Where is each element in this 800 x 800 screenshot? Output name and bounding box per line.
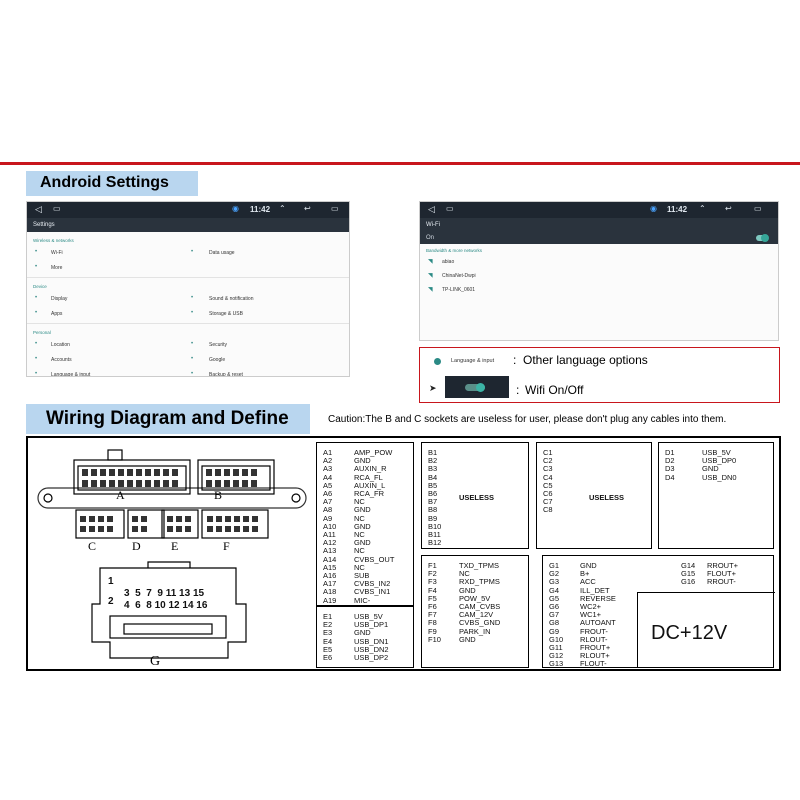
pin-code: B10 <box>428 521 442 531</box>
recent-apps-icon[interactable]: ▭ <box>331 204 339 213</box>
pin-code: C2 <box>543 456 553 466</box>
pin-name: RLOUT+ <box>580 651 610 661</box>
pin-code: D3 <box>665 464 675 474</box>
chevron-up-icon[interactable]: ⌃ <box>279 204 286 213</box>
settings-item[interactable]: Sound & notification <box>209 296 254 302</box>
pin-code: F7 <box>428 610 437 620</box>
status-time: 11:42 <box>667 205 688 214</box>
pin-code: F4 <box>428 585 437 595</box>
pin-code: G10 <box>549 634 564 644</box>
g2-pin-codes <box>681 562 695 587</box>
back-icon[interactable]: ◁ <box>35 204 42 214</box>
e-pin-codes <box>323 613 332 662</box>
pin-name: GND <box>354 456 371 466</box>
pin-name: RROUT+ <box>707 561 739 570</box>
pin-name: AUXIN_L <box>354 480 386 490</box>
pin-code: B5 <box>428 480 438 490</box>
pin-code: F1 <box>428 561 437 570</box>
pin-name: GND <box>702 464 719 474</box>
pointer-arrow-icon: ➤ <box>429 383 437 393</box>
pin-name: USB_5V <box>702 448 731 457</box>
settings-section-header: Personal <box>33 330 51 335</box>
settings-item-icon: • <box>191 371 194 377</box>
settings-section-header: Device <box>33 284 47 289</box>
settings-item[interactable]: Apps <box>51 311 63 317</box>
pin-code: C4 <box>543 472 553 482</box>
pin-name: FROUT+ <box>580 643 611 653</box>
back-arrow-icon[interactable]: ↩ <box>725 204 732 213</box>
red-divider-line <box>0 162 800 165</box>
dc-12v-label: DC+12V <box>651 622 728 644</box>
d-pin-codes <box>665 449 675 482</box>
wifi-signal-icon: ◥ <box>428 273 433 279</box>
pin-code: G13 <box>549 659 564 669</box>
pin-code: C8 <box>543 505 553 515</box>
settings-item-icon: • <box>35 249 38 255</box>
pin-code: G15 <box>681 569 696 579</box>
settings-item-icon: • <box>35 295 38 301</box>
connector-c-label: C <box>88 539 97 553</box>
pin-code: A17 <box>323 579 337 589</box>
settings-callout <box>419 347 780 403</box>
pin-name: WC1+ <box>580 610 602 620</box>
pin-code: A15 <box>323 562 337 572</box>
pin-name: FLOUT+ <box>707 569 736 579</box>
pin-name: NC <box>354 530 365 540</box>
pin-code: E1 <box>323 612 333 621</box>
connector-e-label: E <box>171 539 179 553</box>
pin-name: ILL_DET <box>580 585 610 595</box>
settings-item-icon: • <box>191 341 194 347</box>
settings-item[interactable]: Wi-Fi <box>51 250 63 256</box>
network-list <box>420 255 778 297</box>
pin-name: WC2+ <box>580 602 602 612</box>
settings-row <box>27 306 349 321</box>
pin-code: G5 <box>549 593 560 603</box>
wifi-network-name: ChinaNet-Dwpi <box>442 273 476 279</box>
pin-name: GND <box>580 561 597 570</box>
pin-name: TXD_TPMS <box>459 561 500 570</box>
pin-code: G6 <box>549 602 560 612</box>
pin-code: C1 <box>543 448 553 457</box>
settings-item-icon: • <box>191 295 194 301</box>
pin-code: B1 <box>428 448 438 457</box>
pin-code: A9 <box>323 513 333 523</box>
pin-name: RROUT- <box>707 577 736 587</box>
pin-code: B3 <box>428 464 438 474</box>
wifi-signal-icon: ◥ <box>428 287 433 293</box>
pin-code: B12 <box>428 538 442 548</box>
wifi-screen <box>419 201 779 341</box>
status-bar <box>27 202 349 218</box>
settings-item-icon: • <box>191 356 194 362</box>
pin-code: A12 <box>323 538 337 548</box>
settings-item[interactable]: Location <box>51 342 70 348</box>
pin-code: B11 <box>428 530 441 540</box>
pin-name: FROUT- <box>580 626 608 636</box>
pin-name: CVBS_IN1 <box>354 587 391 597</box>
pin-name: USB_DN2 <box>354 644 389 654</box>
pin-code: B4 <box>428 472 438 482</box>
settings-item[interactable]: Display <box>51 296 68 302</box>
connector-a-pin-table <box>316 442 414 606</box>
pin-code: A5 <box>323 480 333 490</box>
c-pin-codes <box>543 449 553 515</box>
settings-item-icon: • <box>191 249 194 255</box>
dc-box-divider <box>637 592 775 593</box>
e-pin-names <box>354 613 389 662</box>
a-pin-names <box>354 449 394 613</box>
pin-name: CVBS_OUT <box>354 554 395 564</box>
pin-code: A13 <box>323 546 337 556</box>
settings-row <box>27 367 349 377</box>
pin-name: RLOUT- <box>580 634 608 644</box>
pin-name: USB_DP2 <box>354 653 389 663</box>
networks-header: Bandwidth & more networks <box>426 248 483 253</box>
pin-code: B6 <box>428 489 438 499</box>
status-time: 11:42 <box>250 205 271 214</box>
settings-item[interactable]: Accounts <box>51 357 72 363</box>
home-icon[interactable]: ▭ <box>446 204 454 213</box>
pin-name: GND <box>354 521 371 531</box>
d-pin-names <box>702 449 737 482</box>
pin-code: E3 <box>323 628 333 638</box>
pin-code: D1 <box>665 448 675 457</box>
wifi-network-item[interactable] <box>420 269 778 283</box>
wifi-toggle-row[interactable] <box>420 232 778 244</box>
pin-name: B+ <box>580 569 590 579</box>
pin-code: F10 <box>428 634 441 644</box>
pin-name: PARK_IN <box>459 626 491 636</box>
pin-code: G4 <box>549 585 560 595</box>
wiring-diagram <box>26 436 781 671</box>
g-row-odd: 3 5 7 9 11 13 15 <box>124 588 205 599</box>
wifi-toggle-label: On <box>426 235 435 241</box>
pin-name: CVBS_GND <box>459 618 501 628</box>
pin-code: B7 <box>428 497 438 507</box>
settings-item-icon: • <box>191 310 194 316</box>
pin-code: B8 <box>428 505 438 515</box>
pin-code: B9 <box>428 513 438 523</box>
connector-d-pin-table <box>658 442 774 549</box>
wiring-diagram-title: Wiring Diagram and Define <box>26 404 310 434</box>
b-pin-codes <box>428 449 441 547</box>
connector-e-pin-table <box>316 606 414 668</box>
settings-item[interactable]: More <box>51 265 63 271</box>
location-icon: ◉ <box>232 204 239 213</box>
pin-code: C7 <box>543 497 553 507</box>
b-useless-label: USELESS <box>459 493 495 502</box>
settings-item-icon: • <box>35 310 38 316</box>
pin-code: G2 <box>549 569 560 579</box>
back-icon[interactable]: ◁ <box>428 204 435 214</box>
pin-code: G8 <box>549 618 560 628</box>
pin-code: G12 <box>549 651 564 661</box>
connector-c-pin-table <box>536 442 652 549</box>
settings-item-icon: • <box>35 341 38 347</box>
c-useless-label: USELESS <box>589 493 625 502</box>
connector-a-label: A <box>116 488 125 502</box>
pin-code: F5 <box>428 593 437 603</box>
pin-code: C6 <box>543 489 553 499</box>
pin-code: F8 <box>428 618 437 628</box>
connector-b-pin-table <box>421 442 529 549</box>
settings-row <box>27 352 349 367</box>
pin-name: GND <box>459 634 476 644</box>
pin-name: CAM_12V <box>459 610 494 620</box>
settings-row <box>27 245 349 260</box>
back-arrow-icon[interactable]: ↩ <box>304 204 311 213</box>
pin-name: USB_DN1 <box>354 636 389 646</box>
pin-code: E4 <box>323 636 333 646</box>
pin-name: REVERSE <box>580 593 616 603</box>
pin-code: C5 <box>543 480 553 490</box>
settings-item[interactable]: Backup & reset <box>209 372 243 377</box>
pin-name: GND <box>354 628 371 638</box>
connector-f-label: F <box>223 539 230 553</box>
chevron-up-icon[interactable]: ⌃ <box>699 204 706 213</box>
status-bar <box>420 202 778 218</box>
pin-name: AMP_POW <box>354 448 393 457</box>
settings-row <box>27 291 349 306</box>
pin-code: A1 <box>323 448 333 457</box>
pin-code: G3 <box>549 577 560 587</box>
pin-name: ACC <box>580 577 596 587</box>
pin-name: USB_5V <box>354 612 383 621</box>
pin-code: F6 <box>428 602 437 612</box>
pin-code: A14 <box>323 554 337 564</box>
settings-item[interactable]: Data usage <box>209 250 235 256</box>
connector-drawing <box>28 438 318 673</box>
pin-name: AUXIN_R <box>354 464 387 474</box>
location-icon: ◉ <box>650 204 657 213</box>
pin-code: A11 <box>323 530 336 540</box>
wifi-network-name: TP-LINK_0601 <box>442 287 476 293</box>
connector-d-label: D <box>132 539 141 553</box>
settings-section-header: Wireless & networks <box>33 238 74 243</box>
settings-appbar: Settings <box>27 218 349 232</box>
settings-item-icon: • <box>35 356 38 362</box>
a-pin-codes <box>323 449 336 613</box>
settings-screen <box>26 201 350 377</box>
pin-name: MIC- <box>354 595 371 605</box>
wifi-network-item[interactable] <box>420 255 778 269</box>
pin-code: D2 <box>665 456 675 466</box>
callout-bullet: : <box>516 383 520 397</box>
other-language-text: Other language options <box>523 353 648 367</box>
settings-item[interactable]: Language & input <box>51 372 91 377</box>
settings-item[interactable]: Security <box>209 342 228 348</box>
pin-name: RCA_FL <box>354 472 383 482</box>
pin-name: AUTOANT <box>580 618 616 628</box>
connector-f-pin-table <box>421 555 529 668</box>
pin-code: G11 <box>549 643 563 653</box>
pin-name: SUB <box>354 571 370 581</box>
pin-name: USB_DP1 <box>354 620 389 630</box>
wifi-appbar: Wi-Fi <box>420 218 778 232</box>
pin-name: NC <box>459 569 470 579</box>
pin-code: G1 <box>549 561 560 570</box>
pin-code: A2 <box>323 456 333 466</box>
pin-code: A7 <box>323 497 333 507</box>
wifi-signal-icon: ◥ <box>428 259 433 265</box>
pin-code: F9 <box>428 626 437 636</box>
pin-name: CVBS_IN2 <box>354 579 391 589</box>
home-icon[interactable]: ▭ <box>53 204 61 213</box>
pin-code: G9 <box>549 626 560 636</box>
settings-item-icon: • <box>35 371 38 377</box>
language-icon <box>434 358 441 365</box>
pin-code: E5 <box>323 644 333 654</box>
g-pin-names <box>580 562 616 669</box>
g-pin-1: 1 <box>108 576 114 587</box>
pin-code: A4 <box>323 472 333 482</box>
dc-box-divider <box>637 592 638 668</box>
pin-code: E6 <box>323 653 333 663</box>
pin-name: RCA_FR <box>354 489 385 499</box>
g-row-even: 4 6 8 10 12 14 16 <box>124 600 208 611</box>
wifi-onoff-text: Wifi On/Off <box>525 383 584 397</box>
pin-name: USB_DN0 <box>702 472 737 482</box>
connector-g-label: G <box>150 654 161 669</box>
pin-code: A18 <box>323 587 337 597</box>
pin-name: GND <box>459 585 476 595</box>
pin-name: GND <box>354 538 371 548</box>
pin-code: E2 <box>323 620 333 630</box>
pin-code: A10 <box>323 521 337 531</box>
pin-name: NC <box>354 513 365 523</box>
pin-name: POW_5V <box>459 593 491 603</box>
pin-name: NC <box>354 546 365 556</box>
caution-text: Caution:The B and C sockets are useless for user, please don't plug any cables into them. <box>328 414 727 425</box>
pin-name: USB_DP0 <box>702 456 737 466</box>
settings-list <box>27 232 349 377</box>
pin-code: A8 <box>323 505 333 515</box>
connector-b-label: B <box>214 488 223 502</box>
language-input-item[interactable]: Language & input <box>451 358 495 364</box>
pin-name: FLOUT- <box>580 659 607 669</box>
pin-name: NC <box>354 497 365 507</box>
pin-code: G16 <box>681 577 696 587</box>
pin-name: CAM_CVBS <box>459 602 501 612</box>
wifi-network-item[interactable] <box>420 283 778 297</box>
settings-item[interactable]: Google <box>209 357 226 363</box>
settings-row <box>27 337 349 352</box>
f-pin-codes <box>428 562 441 644</box>
recent-apps-icon[interactable]: ▭ <box>754 204 762 213</box>
pin-code: B2 <box>428 456 438 466</box>
pin-name: GND <box>354 505 371 515</box>
pin-code: D4 <box>665 472 675 482</box>
connector-g-pin-table <box>542 555 774 668</box>
pin-code: F2 <box>428 569 437 579</box>
g-pin-2: 2 <box>108 596 114 607</box>
pin-code: A6 <box>323 489 333 499</box>
wifi-toggle[interactable] <box>756 235 768 241</box>
pin-code: F3 <box>428 577 437 587</box>
android-settings-title: Android Settings <box>26 171 198 196</box>
pin-code: G7 <box>549 610 560 620</box>
wifi-toggle-preview[interactable] <box>445 376 509 398</box>
settings-item[interactable]: Storage & USB <box>209 311 243 317</box>
callout-bullet: : <box>513 353 517 367</box>
g2-pin-names <box>707 562 738 587</box>
pin-name: NC <box>354 562 365 572</box>
pin-code: C3 <box>543 464 553 474</box>
settings-row <box>27 260 349 275</box>
pin-code: A19 <box>323 595 337 605</box>
pin-code: G14 <box>681 561 696 570</box>
pin-code: A16 <box>323 571 337 581</box>
g-pin-codes <box>549 562 563 669</box>
settings-item-icon: • <box>35 264 38 270</box>
f-pin-names <box>459 562 500 644</box>
wifi-network-name: abiao <box>442 259 455 265</box>
pin-name: RXD_TPMS <box>459 577 500 587</box>
pin-code: A3 <box>323 464 333 474</box>
